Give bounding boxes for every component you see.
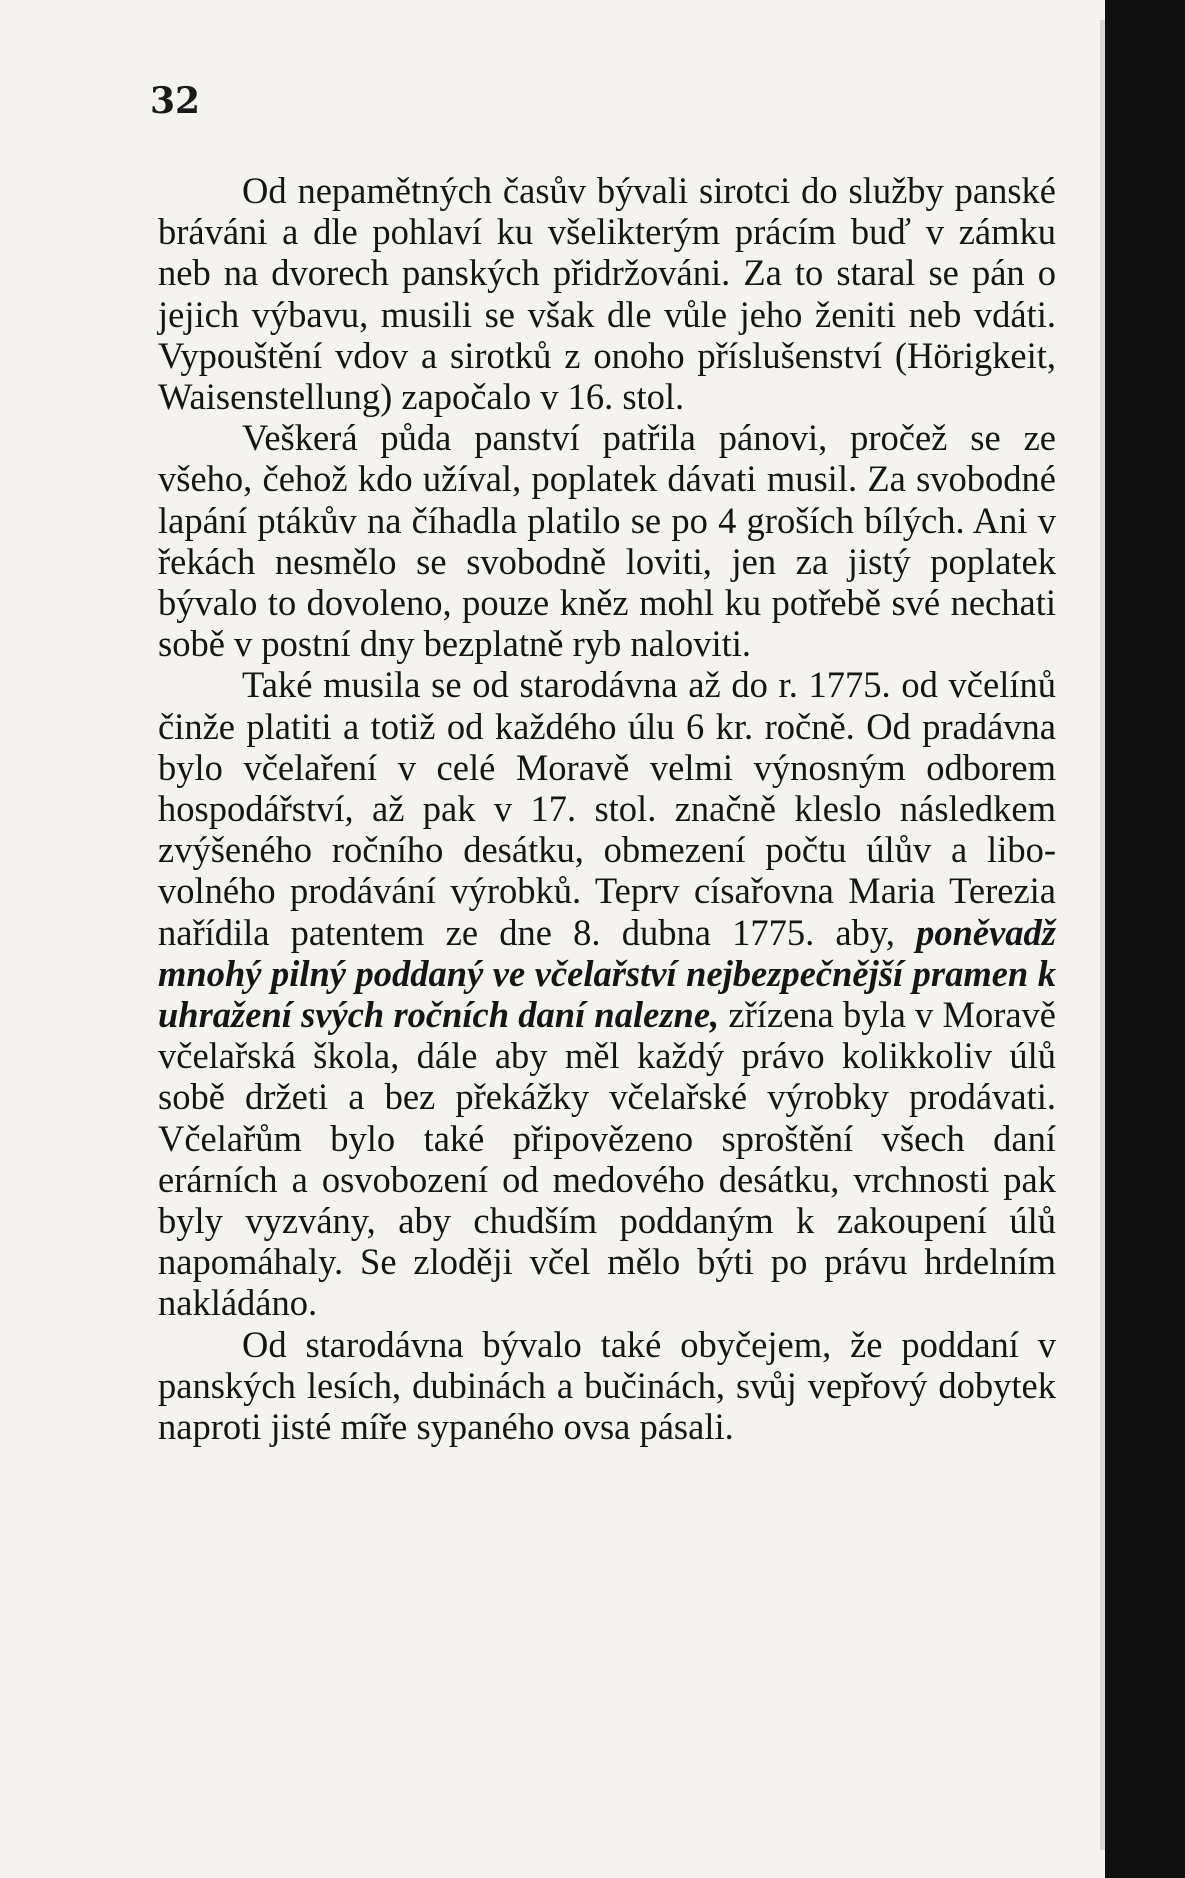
scan-border (1105, 0, 1185, 1878)
paragraph-orphans (158, 170, 1056, 417)
paragraph-land-fees (158, 417, 1056, 664)
body-text (158, 170, 1056, 1447)
paragraph-beekeeping (158, 664, 1056, 1323)
page-number: 32 (150, 80, 201, 122)
paragraph-text: zřízena byla v Moravě včelařská škola, dále aby měl každý právo kolikkoliv úlů sobě držeti a bez překážky včelařské výrobky prodávati. Včelařům bylo také připovězeno sproštění všech daní erárních a osvobození od medového desátku, vrchnosti pak byly vyzvány, aby chudším poddaným k zakoupení úlů napomáhaly. Se zloději včel mělo býti po právu hrdelním nakládáno. (158, 994, 1056, 1324)
paragraph-pigs (158, 1324, 1056, 1448)
paragraph-text: Veškerá půda panství patřila pánovi, pročež se ze všeho, čehož kdo užíval, poplatek dávati musil. Za svobodné lapání ptákův na číhadla platilo se po 4 groších bílých. Ani v řekách nesmělo se svobodně loviti, jen za jistý poplatek bývalo to dovoleno, pouze kněz mohl ku potřebě své nechati sobě v postní dny bezplatně ryb naloviti. (158, 417, 1056, 665)
paragraph-text: Od nepamětných časův bývali sirotci do služby panské bráváni a dle pohlaví ku všelikterým prácím buď v zámku neb na dvorech panských přidržováni. Za to staral se pán o jejich výbavu, musili se však dle vůle jeho ženiti neb vdáti. Vypouštění vdov a sirotků z onoho příslušenství (Hörigkeit, Waisenstellung) započalo v 16. stol. (158, 170, 1056, 418)
paragraph-text: Také musila se od starodávna až do r. 1775. od včelínů činže platiti a totiž od každého úlu 6 kr. ročně. Od pradávna bylo včelaření v celé Moravě velmi výnosným odborem hospodářství, až pak v 17. stol. značně kleslo následkem zvýšeného ročního desátku, obmezení počtu úlův a libovolného prodávání výrobků. Teprv císařovna Maria Terezia nařídila patentem ze dne 8. dubna 1775. aby, (158, 664, 1056, 953)
italic-quote: poněvadž mnohý pilný poddaný ve včelařství nejbezpečnější pramen k uhražení svých ročních daní nalezne, (158, 911, 1056, 1036)
paragraph-text: Od starodávna bývalo také obyčejem, že poddaní v panských lesích, dubinách a bučinách, svůj vepřový dobytek naproti jisté míře sypaného ovsa pásali. (158, 1323, 1056, 1448)
